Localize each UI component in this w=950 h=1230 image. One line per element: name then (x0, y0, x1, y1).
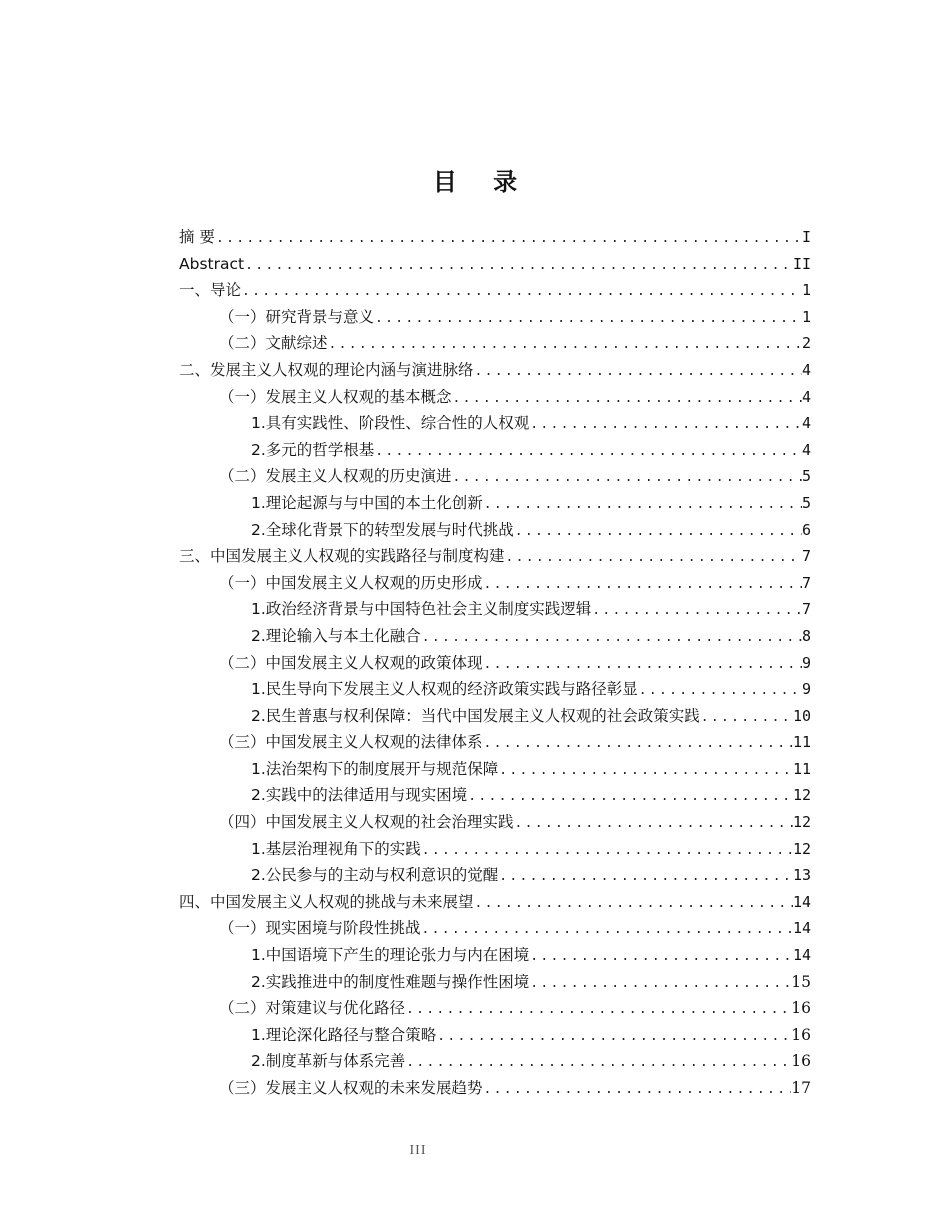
toc-dot-leader (452, 465, 802, 492)
toc-entry-label: （一）中国发展主义人权观的历史形成 (219, 573, 483, 592)
toc-entry-page: 14 (792, 946, 811, 965)
toc-entry-page: 16 (791, 1025, 811, 1044)
toc-entry[interactable] (179, 1022, 811, 1049)
table-of-contents (179, 224, 811, 1102)
toc-entry[interactable] (179, 862, 811, 889)
toc-entry-label: 2.实践推进中的制度性难题与操作性困境 (251, 972, 530, 991)
toc-dot-leader (452, 386, 802, 413)
toc-entry-label: （四）中国发展主义人权观的社会治理实践 (219, 813, 514, 832)
toc-entry-label: 一、导论 (179, 281, 242, 300)
toc-entry-label: 2.全球化背景下的转型发展与时代挑战 (251, 520, 514, 539)
toc-entry-page: 8 (801, 626, 811, 645)
toc-entry-label: （一）研究背景与意义 (219, 307, 375, 326)
toc-entry-page: 1 (801, 307, 811, 326)
toc-entry-label: 1.民生导向下发展主义人权观的经济政策实践与路径彰显 (251, 680, 638, 699)
toc-entry-page: 4 (801, 387, 811, 406)
toc-entry[interactable] (179, 836, 811, 863)
toc-dot-leader (498, 864, 793, 891)
toc-entry-page: II (792, 254, 811, 273)
toc-entry[interactable] (179, 782, 811, 809)
toc-dot-leader (483, 731, 793, 758)
toc-entry-page: 11 (792, 733, 811, 752)
toc-entry-label: 2.实践中的法律适用与现实困境 (251, 786, 468, 805)
toc-entry[interactable] (179, 703, 811, 730)
toc-entry-page: 7 (801, 547, 811, 566)
toc-entry[interactable] (179, 969, 811, 996)
toc-dot-leader (514, 519, 802, 546)
toc-entry-page: 1 (801, 281, 811, 300)
toc-entry[interactable] (179, 490, 811, 517)
toc-entry-page: 7 (801, 573, 811, 592)
toc-entry-label: 1.基层治理视角下的实践 (251, 839, 421, 858)
toc-entry[interactable] (179, 437, 811, 464)
toc-entry-label: 2.制度革新与体系完善 (251, 1052, 406, 1071)
toc-dot-leader (405, 1050, 791, 1077)
toc-entry[interactable] (179, 650, 811, 677)
toc-dot-leader (374, 306, 802, 333)
toc-entry-page: 12 (792, 786, 811, 805)
toc-dot-leader (244, 253, 793, 280)
toc-entry-label: 三、中国发展主义人权观的实践路径与制度构建 (179, 547, 505, 566)
toc-entry-page: 14 (792, 919, 811, 938)
toc-entry-label: 1.理论深化路径与整合策略 (251, 1025, 437, 1044)
toc-entry[interactable] (179, 543, 811, 570)
toc-entry-label: 2.理论输入与本土化融合 (251, 626, 421, 645)
toc-entry-label: 2.公民参与的主动与权利意识的觉醒 (251, 866, 499, 885)
toc-entry-page: 9 (801, 653, 811, 672)
toc-dot-leader (241, 279, 802, 306)
toc-entry[interactable] (179, 410, 811, 437)
toc-entry[interactable] (179, 357, 811, 384)
toc-entry-page: 2 (801, 334, 811, 353)
toc-dot-leader (638, 678, 802, 705)
toc-dot-leader (498, 758, 793, 785)
toc-entry-page: 10 (792, 706, 811, 725)
toc-dot-leader (529, 412, 802, 439)
toc-entry-page: 12 (792, 813, 811, 832)
toc-entry-page: 9 (801, 680, 811, 699)
toc-entry[interactable] (179, 517, 811, 544)
toc-dot-leader (436, 1024, 791, 1051)
toc-entry[interactable] (179, 995, 811, 1022)
toc-dot-leader (514, 811, 793, 838)
toc-entry[interactable] (179, 889, 811, 916)
toc-entry[interactable] (179, 676, 811, 703)
toc-entry-page: 16 (791, 999, 811, 1018)
toc-entry-label: 1.具有实践性、阶段性、综合性的人权观 (251, 414, 530, 433)
toc-entry-page: 17 (791, 1079, 811, 1097)
toc-entry-label: 四、中国发展主义人权观的挑战与未来展望 (179, 892, 474, 911)
toc-dot-leader (374, 439, 802, 466)
toc-entry-label: （一）现实困境与阶段性挑战 (219, 919, 421, 938)
toc-dot-leader (700, 705, 793, 732)
toc-entry-label: （二）文献综述 (219, 334, 328, 353)
toc-entry-page: 7 (801, 600, 811, 619)
footer-page-number: III (409, 1143, 427, 1158)
toc-entry[interactable] (179, 1048, 811, 1075)
toc-entry-label: Abstract (179, 254, 245, 273)
toc-entry[interactable] (179, 570, 811, 597)
toc-entry-page: 11 (792, 759, 811, 778)
toc-entry[interactable] (179, 915, 811, 942)
toc-dot-leader (483, 572, 802, 599)
toc-entry-page: 4 (801, 414, 811, 433)
toc-dot-leader (215, 226, 802, 253)
toc-dot-leader (421, 625, 802, 652)
toc-dot-leader (591, 598, 802, 625)
toc-entry[interactable] (179, 756, 811, 783)
toc-entry[interactable] (179, 942, 811, 969)
toc-entry-label: 1.法治架构下的制度展开与规范保障 (251, 759, 499, 778)
toc-entry[interactable] (179, 1075, 811, 1102)
toc-entry-page: 12 (792, 839, 811, 858)
toc-entry-label: （一）发展主义人权观的基本概念 (219, 387, 452, 406)
toc-entry[interactable] (179, 729, 811, 756)
toc-dot-leader (328, 332, 802, 359)
toc-entry[interactable] (179, 384, 811, 411)
toc-entry-label: （三）发展主义人权观的未来发展趋势 (219, 1079, 483, 1097)
toc-dot-leader (405, 997, 791, 1024)
toc-entry-label: （二）发展主义人权观的历史演进 (219, 467, 452, 486)
toc-title: 目 录 (432, 168, 532, 196)
toc-entry-label: 二、发展主义人权观的理论内涵与演进脉络 (179, 360, 474, 379)
toc-dot-leader (529, 971, 791, 998)
toc-entry-page: I (801, 228, 811, 246)
toc-entry-label: 1.中国语境下产生的理论张力与内在困境 (251, 946, 530, 965)
toc-entry[interactable] (179, 596, 811, 623)
toc-entry-page: 4 (801, 440, 811, 459)
toc-entry-label: （三）中国发展主义人权观的法律体系 (219, 733, 483, 752)
toc-dot-leader (474, 891, 793, 918)
toc-entry-label: 2.多元的哲学根基 (251, 440, 375, 459)
toc-entry-page: 13 (792, 866, 811, 885)
toc-entry[interactable] (179, 623, 811, 650)
toc-entry-label: 摘 要 (179, 228, 215, 246)
toc-dot-leader (483, 492, 802, 519)
toc-entry-page: 5 (801, 493, 811, 512)
toc-entry-label: 2.民生普惠与权利保障：当代中国发展主义人权观的社会政策实践 (251, 706, 700, 725)
toc-dot-leader (483, 652, 802, 679)
toc-entry-page: 5 (801, 467, 811, 486)
toc-entry-label: 1.理论起源与与中国的本土化创新 (251, 493, 483, 512)
toc-entry[interactable] (179, 251, 811, 278)
toc-entry[interactable] (179, 304, 811, 331)
toc-entry[interactable] (179, 277, 811, 304)
toc-entry-page: 14 (792, 892, 811, 911)
toc-dot-leader (505, 545, 802, 572)
toc-dot-leader (467, 784, 793, 811)
toc-entry-page: 4 (801, 360, 811, 379)
toc-entry-label: （二）对策建议与优化路径 (219, 999, 406, 1018)
toc-entry[interactable] (179, 809, 811, 836)
toc-dot-leader (421, 838, 793, 865)
toc-dot-leader (529, 944, 793, 971)
toc-entry-page: 16 (791, 1052, 811, 1071)
toc-dot-leader (483, 1077, 792, 1104)
toc-entry-page: 6 (801, 520, 811, 539)
toc-dot-leader (421, 917, 793, 944)
toc-dot-leader (474, 359, 802, 386)
toc-entry-page: 15 (791, 972, 811, 991)
toc-entry[interactable] (179, 463, 811, 490)
toc-entry-label: 1.政治经济背景与中国特色社会主义制度实践逻辑 (251, 600, 592, 619)
toc-entry[interactable] (179, 224, 811, 251)
toc-entry-label: （二）中国发展主义人权观的政策体现 (219, 653, 483, 672)
toc-entry[interactable] (179, 330, 811, 357)
